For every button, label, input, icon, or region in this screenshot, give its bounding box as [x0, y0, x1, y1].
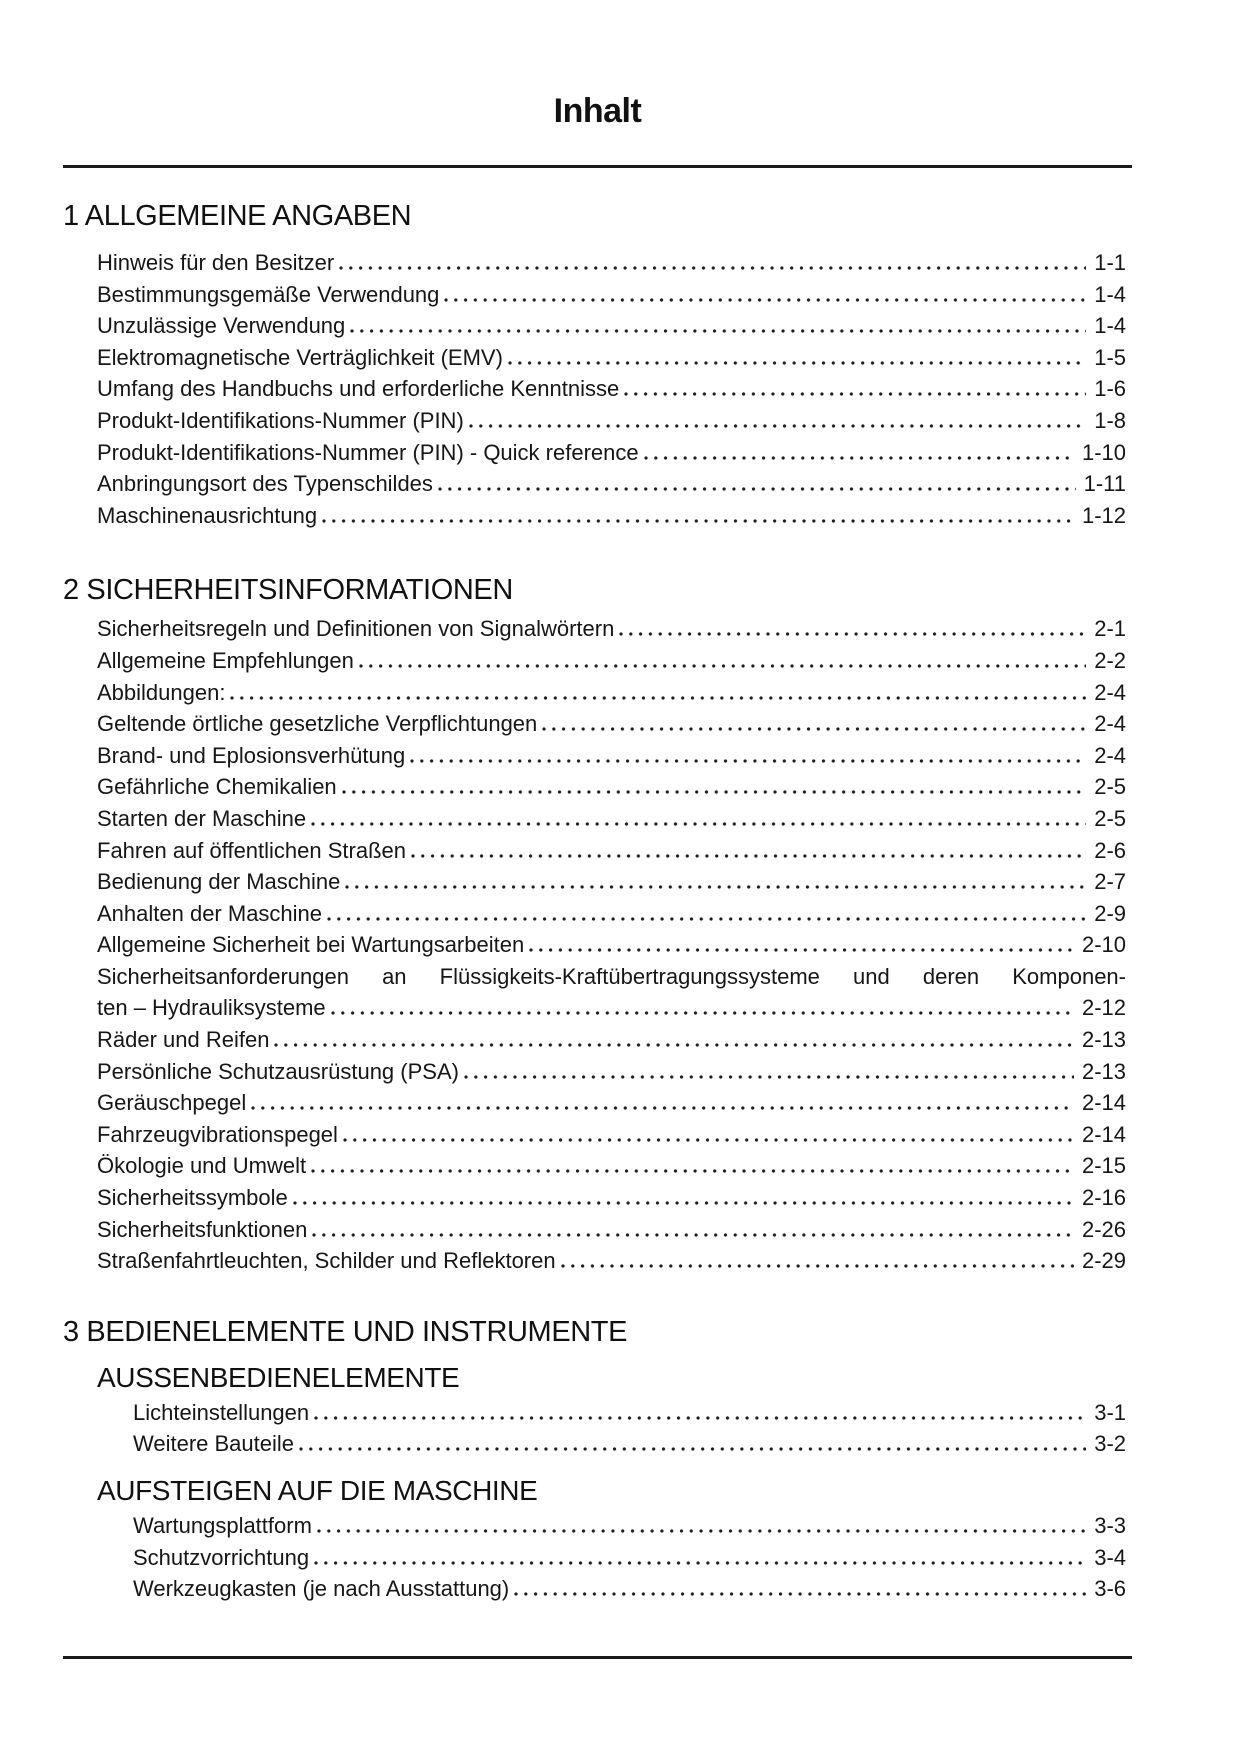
toc-entry-label: Brand- und Eplosionsverhütung [97, 742, 406, 768]
toc-entry-page: 2-6 [1094, 837, 1126, 863]
toc-entry-label: Bedienung der Maschine [97, 869, 341, 895]
toc-entry [63, 900, 1132, 932]
bottom-rule [63, 1656, 1132, 1659]
toc-leader-dots [508, 361, 1086, 365]
toc-leader-dots [322, 519, 1074, 523]
page-title: Inhalt [553, 92, 642, 130]
toc-entry [63, 1575, 1132, 1607]
toc-leader-dots [331, 1011, 1074, 1015]
toc-entry-label: Starten der Maschine [97, 805, 307, 831]
toc-entry [63, 1216, 1132, 1248]
toc-entry [63, 407, 1132, 439]
toc-entry-page: 2-5 [1094, 805, 1126, 831]
toc-entry-label: Sicherheitssymbole [97, 1185, 288, 1211]
subsection-heading: AUSSENBEDIENELEMENTE [97, 1361, 460, 1393]
toc-entry-page: 1-12 [1081, 502, 1126, 528]
toc-entry [63, 805, 1132, 837]
toc-entry-label: Unzulässige Verwendung [97, 313, 346, 339]
toc-leader-dots [644, 456, 1074, 460]
toc-entry-label: Umfang des Handbuchs und erforderliche Kenntnisse [97, 376, 620, 402]
toc-entry [63, 1399, 1132, 1431]
toc-entry-page: 3-4 [1094, 1544, 1126, 1570]
toc-entry [63, 1512, 1132, 1544]
toc-entry-label: Ökologie und Umwelt [97, 1153, 307, 1179]
toc-leader-dots [514, 1592, 1086, 1596]
toc-content [63, 0, 1132, 1607]
toc-entry [63, 1058, 1132, 1090]
toc-leader-dots [293, 1201, 1074, 1205]
toc-leader-dots [343, 1138, 1074, 1142]
toc-leader-dots [350, 329, 1086, 333]
toc-leader-dots [411, 854, 1086, 858]
toc-entry [63, 470, 1132, 502]
toc-entry-label: Produkt-Identifikations-Nummer (PIN) - Quick reference [97, 439, 639, 465]
toc-entry-label: Allgemeine Empfehlungen [97, 647, 354, 673]
toc-leader-dots [342, 790, 1087, 794]
toc-entry-page: 2-4 [1094, 711, 1126, 737]
toc-entry [63, 1121, 1132, 1153]
toc-entry-page: 1-5 [1094, 344, 1126, 370]
toc-entry-page: 1-8 [1094, 407, 1126, 433]
toc-leader-dots [251, 1106, 1074, 1110]
toc-entry-label: Anbringungsort des Typenschildes [97, 471, 433, 497]
toc-entry-page: 3-3 [1094, 1513, 1126, 1538]
toc-leader-dots [317, 1529, 1086, 1533]
subsection-heading: AUFSTEIGEN AUF DIE MASCHINE [97, 1475, 538, 1506]
toc-section [63, 199, 1132, 533]
toc-leader-dots [542, 727, 1086, 731]
toc-entry-page: 2-15 [1081, 1153, 1126, 1179]
toc-entry-page: 1-1 [1094, 250, 1126, 275]
toc-entry-label: Bestimmungsgemäße Verwendung [97, 281, 440, 307]
toc-entry [63, 868, 1132, 900]
toc-entry [63, 1430, 1132, 1462]
title-rule [63, 165, 1132, 168]
toc-leader-dots [314, 1561, 1086, 1565]
toc-entry-label: Werkzeugkasten (je nach Ausstattung) [133, 1576, 510, 1602]
toc-entry-page: 2-12 [1081, 995, 1126, 1021]
toc-entry-label: Sicherheitsregeln und Definitionen von Signalwörtern [97, 616, 615, 642]
toc-entry-page: 1-4 [1094, 281, 1126, 307]
toc-leader-dots [464, 1075, 1074, 1079]
toc-entry-page: 2-29 [1081, 1248, 1126, 1274]
toc-entry [63, 1544, 1132, 1576]
toc-entry-page: 2-2 [1094, 647, 1126, 673]
toc-entry-label: Geräuschpegel [97, 1090, 247, 1116]
toc-entry [63, 679, 1132, 711]
toc-entry-label: Sicherheitsfunktionen [97, 1216, 308, 1242]
toc-entry-page: 2-16 [1081, 1185, 1126, 1211]
toc-section [63, 573, 1132, 1278]
toc-entry-page: 2-13 [1081, 1058, 1126, 1084]
toc-entry-page: 2-26 [1081, 1216, 1126, 1242]
toc-leader-dots [314, 1416, 1086, 1420]
toc-entry-wrapped-line: Sicherheitsanforderungen an Flüssigkeits-Kraftübertragungssysteme und deren Komponen- [97, 963, 1126, 989]
toc-entry-page: 2-4 [1094, 742, 1126, 768]
toc-entry-label: Räder und Reifen [97, 1027, 270, 1053]
toc-leader-dots [312, 1233, 1074, 1237]
toc-entry-page: 1-10 [1081, 439, 1126, 465]
toc-entry-page: 2-7 [1094, 869, 1126, 895]
toc-entry-label: Allgemeine Sicherheit bei Wartungsarbeiten [97, 932, 525, 958]
toc-entry-label: Hinweis für den Besitzer [97, 250, 335, 275]
toc-leader-dots [274, 1043, 1074, 1047]
toc-entry [63, 281, 1132, 313]
toc-entry-label: Fahrzeugvibrationspegel [97, 1121, 338, 1147]
toc-leader-dots [339, 266, 1086, 270]
toc-entry [63, 1184, 1132, 1216]
toc-leader-dots [311, 1169, 1074, 1173]
toc-entry-label: Anhalten der Maschine [97, 900, 323, 926]
toc-entry [63, 742, 1132, 774]
toc-entry-label: Produkt-Identifikations-Nummer (PIN) [97, 407, 464, 433]
toc-entry-page: 2-4 [1094, 679, 1126, 705]
toc-leader-dots [359, 664, 1086, 668]
toc-entry [63, 1247, 1132, 1279]
section-heading: 2 SICHERHEITSINFORMATIONEN [63, 574, 513, 607]
toc-entry [63, 931, 1132, 963]
toc-leader-dots [561, 1264, 1074, 1268]
section-heading: 1 ALLGEMEINE ANGABEN [63, 200, 412, 232]
toc-entry-page: 3-2 [1094, 1431, 1126, 1457]
toc-entry-label: Wartungsplattform [133, 1513, 312, 1538]
toc-entry-page: 2-5 [1094, 774, 1126, 800]
toc-leader-dots [624, 392, 1086, 396]
toc-leader-dots [230, 696, 1086, 700]
toc-entry-page: 2-14 [1081, 1121, 1126, 1147]
toc-entry-label: Geltende örtliche gesetzliche Verpflichtungen [97, 711, 538, 737]
toc-leader-dots [327, 917, 1086, 921]
section-heading: 3 BEDIENELEMENTE UND INSTRUMENTE [63, 1315, 628, 1348]
toc-entry [63, 502, 1132, 534]
toc-leader-dots [529, 948, 1074, 952]
toc-entry-label: Schutzvorrichtung [133, 1544, 310, 1570]
toc-entry-page: 2-13 [1081, 1027, 1126, 1053]
toc-entry-page: 1-6 [1094, 376, 1126, 402]
toc-entry-label: Abbildungen: [97, 679, 226, 705]
toc-entry-label: Weitere Bauteile [133, 1431, 295, 1457]
toc-sections [63, 199, 1132, 1607]
toc-entry [63, 773, 1132, 805]
toc-entry [63, 615, 1132, 647]
toc-entry [63, 249, 1132, 281]
toc-section [63, 1315, 1132, 1607]
toc-entry-page: 2-9 [1094, 900, 1126, 926]
toc-entry-page: 2-1 [1094, 616, 1126, 642]
toc-entry-page: 2-10 [1081, 932, 1126, 958]
toc-entry [63, 344, 1132, 376]
toc-entry [63, 439, 1132, 471]
toc-entry-label: Maschinenausrichtung [97, 502, 318, 528]
toc-entry-label: Elektromagnetische Verträglichkeit (EMV) [97, 344, 503, 370]
toc-entry-page: 3-1 [1094, 1399, 1126, 1425]
toc-entry-label: Straßenfahrtleuchten, Schilder und Reflektoren [97, 1248, 556, 1274]
toc-entry-label: Gefährliche Chemikalien [97, 774, 337, 800]
toc-entry-label: Lichteinstellungen [133, 1399, 310, 1425]
toc-entry-label: ten – Hydrauliksysteme [97, 995, 326, 1021]
toc-leader-dots [410, 759, 1086, 763]
toc-entry [63, 994, 1132, 1026]
toc-leader-dots [345, 885, 1086, 889]
toc-entry-label: Fahren auf öffentlichen Straßen [97, 837, 407, 863]
toc-entry [63, 710, 1132, 742]
toc-entry-page: 1-4 [1094, 313, 1126, 339]
toc-entry [63, 1152, 1132, 1184]
toc-leader-dots [438, 487, 1076, 491]
toc-entry [63, 312, 1132, 344]
toc-leader-dots [299, 1447, 1086, 1451]
toc-entry-label: Persönliche Schutzausrüstung (PSA) [97, 1058, 459, 1084]
toc-entry-page: 2-14 [1081, 1090, 1126, 1116]
toc-leader-dots [469, 424, 1086, 428]
toc-leader-dots [311, 822, 1086, 826]
toc-leader-dots [444, 298, 1086, 302]
toc-entry [63, 1089, 1132, 1121]
toc-entry [63, 1026, 1132, 1058]
toc-entry [63, 837, 1132, 869]
toc-leader-dots [619, 632, 1086, 636]
toc-entry-page: 3-6 [1094, 1576, 1126, 1602]
toc-entry [63, 647, 1132, 679]
toc-entry-page: 1-11 [1083, 471, 1126, 497]
toc-entry [63, 375, 1132, 407]
